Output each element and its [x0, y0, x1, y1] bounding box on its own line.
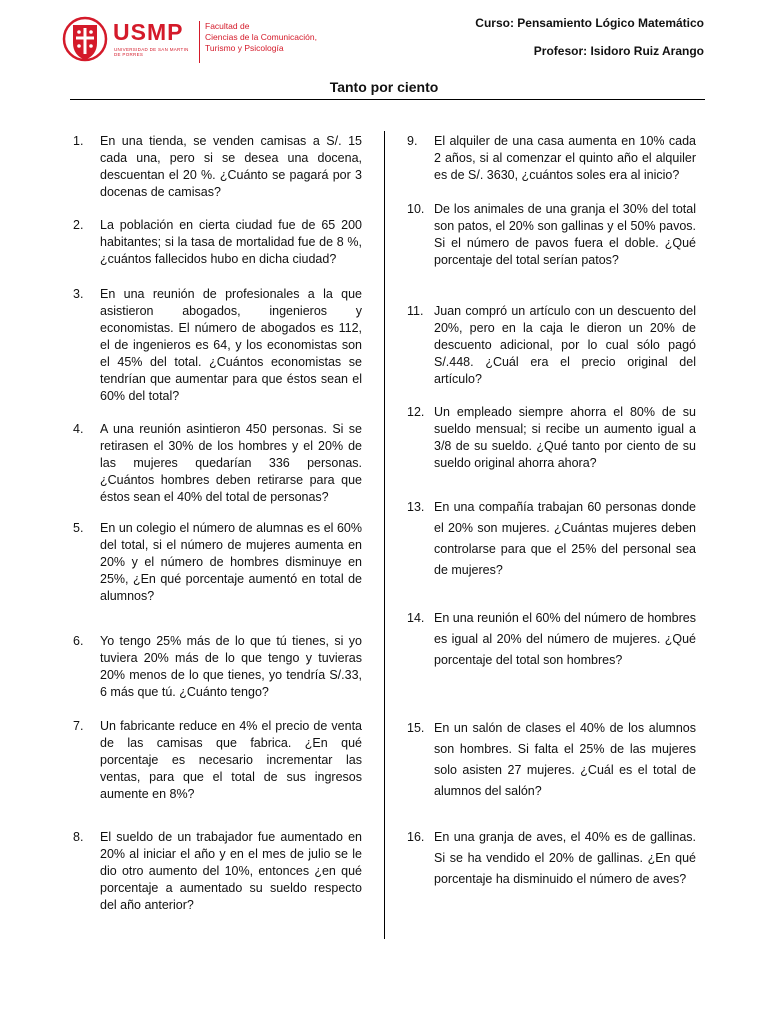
problem-text: De los animales de una granja el 30% del total son patos, el 20% son gallinas y el 50% pavos. Si el número de pavos fuera el doble. ¿Qué porcentaje del total serían patos?: [434, 202, 696, 267]
problem-text: Un empleado siempre ahorra el 80% de su sueldo mensual; si recibe un aumento igual a 3/8 de su sueldo. ¿Qué tanto por ciento de su sueldo original ahorra ahora?: [434, 405, 696, 470]
problem-number: 5.: [73, 521, 84, 535]
course-label: Curso: Pensamiento Lógico Matemático: [475, 16, 704, 30]
logo-divider: [199, 21, 200, 63]
problem-number: 6.: [73, 634, 84, 648]
problem-text: A una reunión asintieron 450 personas. Si se retirasen el 30% de los hombres y el 20% de las mujeres quedarían 336 personas. ¿Cuántos hombres deben retirarse para que éstos sean el 40% del total de personas?: [100, 422, 362, 504]
problem-number: 7.: [73, 719, 84, 733]
faculty-line: Turismo y Psicología: [205, 43, 284, 53]
faculty-name: [205, 21, 335, 54]
problem-number: 3.: [73, 287, 84, 301]
problem-number: 14.: [407, 611, 425, 625]
problem-text: En una tienda, se venden camisas a S/. 15 cada una, pero si se desea una docena, descuentan el 20 %. ¿Cuánto se pagará por 3 docenas de camisas?: [100, 134, 362, 199]
problem-number: 9.: [407, 134, 418, 148]
faculty-line: Facultad de: [205, 21, 250, 31]
problem-text: La población en cierta ciudad fue de 65 200 habitantes; si la tasa de mortalidad fue de 8 %, ¿cuántos fallecidos hubo en dicha ciudad?: [100, 218, 362, 266]
problem-text: En una reunión de profesionales a la que asistieron abogados, ingenieros y economistas. El número de abogados es 112, el de ingenieros es 64, y los economistas son el 45% del total. ¿Cuántos economistas se tendrían que aumentar para que éstos sean el 60% del total?: [100, 287, 362, 403]
problem-text: El alquiler de una casa aumenta en 10% cada 2 años, si al comenzar el quinto año el alquiler es de S/. 3630, ¿cuántos soles era al inicio?: [434, 134, 696, 182]
problem-text: Juan compró un artículo con un descuento del 20%, pero en la caja le dieron un 20% de descuento adicional, por lo cual sólo pagó S/.448. ¿Cuál era el precio original del artículo?: [434, 304, 696, 386]
title-underline: [70, 99, 705, 100]
problem-number: 10.: [407, 202, 425, 216]
problem-number: 12.: [407, 405, 425, 419]
problem-number: 13.: [407, 500, 425, 514]
brand-subtitle: UNIVERSIDAD DE SAN MARTIN DE PORRES: [114, 47, 189, 57]
faculty-line: Ciencias de la Comunicación,: [205, 32, 317, 42]
problem-text: En una granja de aves, el 40% es de gallinas. Si se ha vendido el 20% de gallinas. ¿En qué porcentaje ha disminuido el número de aves?: [434, 830, 696, 886]
problem-number: 11.: [407, 304, 424, 318]
university-shield-icon: [62, 13, 108, 69]
problem-text: Un fabricante reduce en 4% el precio de venta de las camisas que fabrica. ¿En qué porcentaje es necesario incrementar las ventas, para que el total de sus ingresos aumente en 8%?: [100, 719, 362, 801]
page-title: Tanto por ciento: [329, 79, 439, 95]
professor-label: Profesor: Isidoro Ruiz Arango: [533, 44, 704, 58]
problem-number: 2.: [73, 218, 84, 232]
problem-number: 16.: [407, 830, 425, 844]
problem-number: 4.: [73, 422, 84, 436]
problem-number: 15.: [407, 721, 425, 735]
problem-text: En un colegio el número de alumnas es el 60% del total, si el número de mujeres aumenta en 20% y el número de hombres disminuye en 25%, ¿En qué porcentaje aumentó en total de alumnos?: [100, 521, 362, 603]
problem-text: En una compañía trabajan 60 personas donde el 20% son mujeres. ¿Cuántas mujeres deben controlarse para que el 25% del personal sea de mujeres?: [434, 500, 696, 577]
problem-number: 8.: [73, 830, 84, 844]
problem-text: En una reunión el 60% del número de hombres es igual al 20% del número de mujeres. ¿Qué porcentaje del total son hombres?: [434, 611, 696, 667]
column-divider: [384, 131, 385, 939]
usmp-logo: [62, 13, 317, 73]
problem-text: El sueldo de un trabajador fue aumentado en 20% al iniciar el año y en el mes de julio se le dio otro aumento del 10%, entonces ¿en qué porcentaje a aumentado su sueldo respecto del año anterior?: [100, 830, 362, 912]
brand-name: USMP: [113, 19, 184, 45]
problem-number: 1.: [73, 134, 84, 148]
problem-text: En un salón de clases el 40% de los alumnos son hombres. Si falta el 25% de las mujeres solo asisten 27 mujeres. ¿Cuál es el total de alumnos del salón?: [434, 721, 696, 798]
problem-text: Yo tengo 25% más de lo que tú tienes, si yo tuviera 20% más de lo que tengo y tuvieras 20% menos de lo que tienes, yo tendría S/.33, 6 más que tú. ¿Cuánto tengo?: [100, 634, 362, 699]
